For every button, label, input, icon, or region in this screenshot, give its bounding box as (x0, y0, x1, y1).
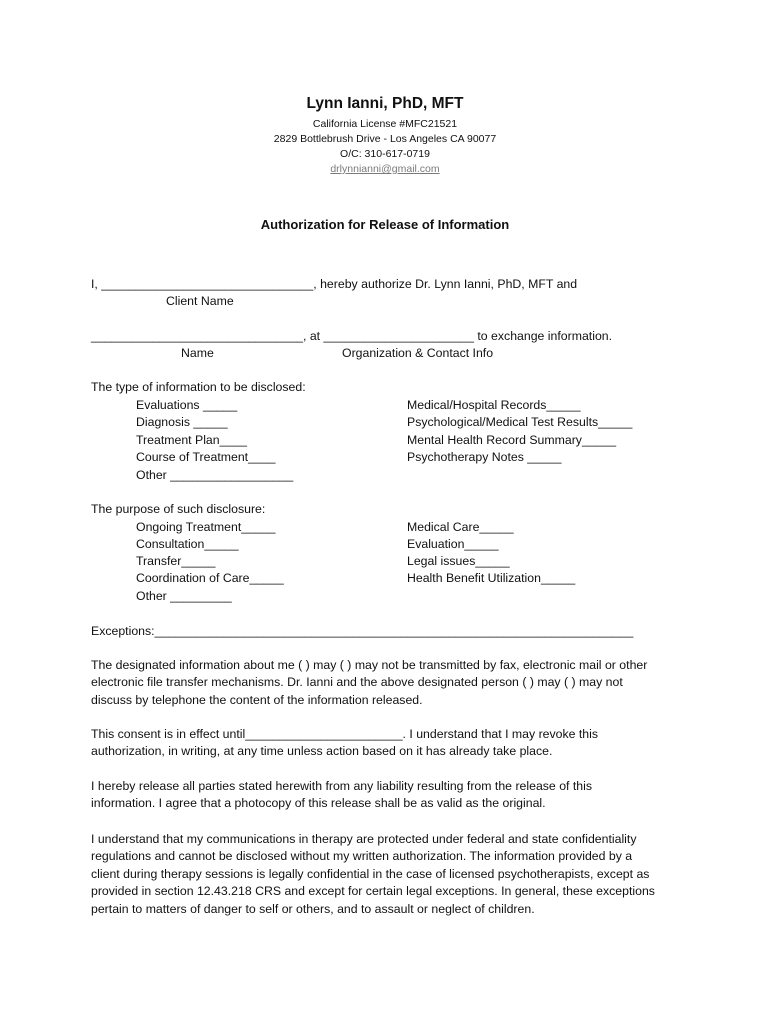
info-item-mental-health-summary: Mental Health Record Summary_____ (407, 433, 617, 447)
recipient-line: _______________________________, at ______________________ to exchange information. (91, 329, 613, 343)
email-link[interactable]: drlynnianni@gmail.com (330, 163, 440, 175)
info-item-test-results: Psychological/Medical Test Results_____ (407, 415, 633, 429)
paragraph-line: information. I agree that a photocopy of this release shall be as valid as the original. (91, 796, 546, 811)
info-item-treatment-plan: Treatment Plan____ (136, 433, 247, 447)
name-label: Name (181, 346, 214, 360)
purpose-item-ongoing-treatment: Ongoing Treatment_____ (136, 520, 276, 534)
info-item-diagnosis: Diagnosis _____ (136, 415, 228, 429)
client-name-label: Client Name (166, 294, 234, 308)
authorize-line: I, _______________________________, hereby authorize Dr. Lynn Ianni, PhD, MFT and (91, 277, 578, 291)
letterhead (0, 94, 770, 177)
purpose-item-health-benefit: Health Benefit Utilization_____ (407, 571, 576, 585)
paragraph-line: discuss by telephone the content of the information released. (91, 692, 423, 707)
paragraph-line: I understand that my communications in therapy are protected under federal and state confidentiality (91, 832, 637, 846)
address: 2829 Bottlebrush Drive - Los Angeles CA 90077 (273, 133, 497, 145)
purpose-item-consultation: Consultation_____ (136, 537, 239, 551)
paragraph-line: The designated information about me ( ) may ( ) may not be transmitted by fax, electronic mail or other (91, 658, 648, 672)
purpose-item-legal-issues: Legal issues_____ (407, 554, 510, 568)
purpose-item-evaluation: Evaluation_____ (407, 537, 499, 551)
paragraph-line: I hereby release all parties stated herewith from any liability resulting from the release of this (91, 779, 592, 793)
exceptions-line: Exceptions:______________________________________________________________________ (91, 624, 634, 638)
phone: O/C: 310-617-0719 (340, 148, 430, 160)
paragraph-line: authorization, in writing, at any time unless action based on it has already take place. (91, 744, 553, 759)
paragraph-line: This consent is in effect until_______________________. I understand that I may revoke this (91, 727, 599, 741)
transmission-paragraph (91, 657, 691, 709)
confidentiality-paragraph (91, 831, 691, 918)
paragraph-line: client during therapy sessions is legally confidential in the case of licensed psychotherapists, except as (91, 866, 650, 881)
practitioner-name: Lynn Ianni, PhD, MFT (306, 95, 464, 112)
consent-paragraph (91, 726, 691, 761)
info-heading: The type of information to be disclosed: (91, 380, 306, 394)
purpose-item-transfer: Transfer_____ (136, 554, 216, 568)
paragraph-line: pertain to matters of danger to self or others, and to assault or neglect of children. (91, 901, 535, 916)
organization-label: Organization & Contact Info (342, 346, 494, 360)
paragraph-line: regulations and cannot be disclosed without my written authorization. The information provided by a (91, 849, 633, 864)
license-number: California License #MFC21521 (312, 118, 458, 130)
release-paragraph (91, 778, 691, 813)
purpose-item-medical-care: Medical Care_____ (407, 520, 514, 534)
document-title: Authorization for Release of Information (260, 217, 510, 232)
info-item-evaluations: Evaluations _____ (136, 398, 238, 412)
info-item-other: Other __________________ (136, 468, 294, 482)
purpose-item-other: Other _________ (136, 589, 232, 603)
info-item-psychotherapy-notes: Psychotherapy Notes _____ (407, 450, 562, 464)
purpose-item-coordination: Coordination of Care_____ (136, 571, 284, 585)
paragraph-line: provided in section 12.43.218 CRS and except for certain legal exceptions. In general, these exceptions (91, 884, 655, 899)
info-item-course-of-treatment: Course of Treatment____ (136, 450, 276, 464)
info-item-medical-records: Medical/Hospital Records_____ (407, 398, 581, 412)
paragraph-line: electronic file transfer mechanisms. Dr. Ianni and the above designated person ( ) may ( ) may not (91, 675, 623, 690)
purpose-heading: The purpose of such disclosure: (91, 502, 266, 516)
